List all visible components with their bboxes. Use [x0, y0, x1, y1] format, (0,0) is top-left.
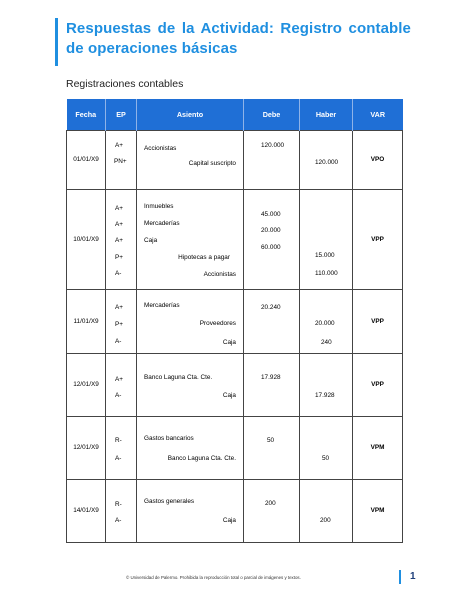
var-cell: VPM — [353, 479, 403, 542]
haber-cell — [300, 130, 353, 189]
account-credit: Hipotecas a pagar — [178, 253, 230, 261]
ep-value: A+ — [115, 220, 123, 228]
fecha-cell: 12/01/X9 — [67, 416, 106, 479]
account-credit: Banco Laguna Cta. Cte. — [167, 454, 236, 462]
asiento-cell — [137, 189, 244, 289]
ep-value: A+ — [115, 303, 123, 311]
ep-cell — [106, 189, 137, 289]
page-title: Respuestas de la Actividad: Registro contable de operaciones básicas — [66, 20, 411, 57]
debe-cell — [244, 353, 300, 416]
page-number: 1 — [410, 571, 416, 582]
debe-value: 60.000 — [261, 243, 281, 251]
haber-value: 15.000 — [315, 251, 335, 259]
column-header-ep: EP — [106, 99, 137, 130]
account-debit: Banco Laguna Cta. Cte. — [144, 373, 213, 381]
ep-value: A- — [115, 391, 122, 399]
debe-value: 120.000 — [261, 141, 285, 149]
page-number-accent-bar — [399, 570, 401, 584]
var-cell: VPM — [353, 416, 403, 479]
haber-value: 20.000 — [315, 319, 335, 327]
var-cell: VPO — [353, 130, 403, 189]
haber-value: 240 — [321, 338, 332, 346]
ep-value: A+ — [115, 141, 123, 149]
column-header-debe: Debe — [244, 99, 300, 130]
asiento-cell — [137, 353, 244, 416]
ep-value: P+ — [115, 320, 123, 328]
ep-value: A- — [115, 516, 122, 524]
ep-value: A- — [115, 454, 122, 462]
haber-cell — [300, 479, 353, 542]
ep-cell — [106, 416, 137, 479]
account-credit: Proveedores — [199, 319, 236, 327]
table-row — [67, 189, 403, 289]
fecha-cell: 14/01/X9 — [67, 479, 106, 542]
asiento-cell — [137, 289, 244, 353]
table-row — [67, 353, 403, 416]
ep-value: P+ — [115, 253, 123, 261]
column-header-asiento: Asiento — [137, 99, 244, 130]
account-debit: Accionistas — [144, 144, 177, 152]
ep-value: A- — [115, 337, 122, 345]
debe-value: 50 — [267, 436, 275, 444]
debe-value: 20.240 — [261, 303, 281, 311]
debe-cell — [244, 479, 300, 542]
section-subtitle: Registraciones contables — [66, 78, 184, 90]
account-credit: Caja — [222, 391, 236, 399]
haber-cell — [300, 353, 353, 416]
debe-cell — [244, 289, 300, 353]
fecha-cell: 12/01/X9 — [67, 353, 106, 416]
ep-value: A- — [115, 269, 122, 277]
account-credit: Caja — [222, 516, 236, 524]
haber-cell — [300, 189, 353, 289]
haber-value: 110.000 — [315, 269, 338, 277]
var-cell: VPP — [353, 353, 403, 416]
ep-value: A+ — [115, 204, 123, 212]
account-debit: Inmuebles — [144, 202, 174, 210]
haber-value: 17.928 — [315, 391, 335, 399]
debe-value: 45.000 — [261, 210, 281, 218]
haber-cell — [300, 416, 353, 479]
fecha-cell: 01/01/X9 — [67, 130, 106, 189]
account-debit: Mercaderías — [144, 301, 180, 309]
ep-value: A+ — [115, 375, 123, 383]
var-cell: VPP — [353, 289, 403, 353]
ep-value: PN+ — [114, 157, 127, 165]
haber-cell — [300, 289, 353, 353]
column-header-haber: Haber — [300, 99, 353, 130]
debe-cell — [244, 130, 300, 189]
debe-value: 20.000 — [261, 226, 281, 234]
debe-cell — [244, 189, 300, 289]
debe-value: 200 — [265, 499, 276, 507]
ep-value: A+ — [115, 236, 123, 244]
account-debit: Caja — [144, 236, 158, 244]
fecha-cell: 10/01/X9 — [67, 189, 106, 289]
title-accent-bar — [55, 18, 58, 66]
column-header-var: VAR — [353, 99, 403, 130]
account-credit: Capital suscripto — [188, 159, 236, 167]
copyright-notice: © Universidad de Palermo. Prohibida la reproducción total o parcial de imágenes y textos. — [126, 575, 301, 580]
account-credit: Caja — [222, 338, 236, 346]
debe-value: 17.928 — [261, 373, 281, 381]
haber-value: 120.000 — [315, 158, 339, 166]
table-row — [67, 289, 403, 353]
ep-cell — [106, 479, 137, 542]
haber-value: 50 — [322, 454, 330, 462]
fecha-cell: 11/01/X9 — [67, 289, 106, 353]
var-cell: VPP — [353, 189, 403, 289]
table-row — [67, 416, 403, 479]
ep-value: R- — [115, 436, 122, 444]
ep-cell — [106, 289, 137, 353]
column-header-fecha: Fecha — [67, 99, 106, 130]
account-credit: Accionistas — [203, 270, 236, 278]
table-row — [67, 479, 403, 542]
asiento-cell — [137, 416, 244, 479]
ep-cell — [106, 130, 137, 189]
table-header-row — [67, 99, 403, 130]
account-debit: Gastos generales — [144, 497, 195, 505]
ep-cell — [106, 353, 137, 416]
account-debit: Gastos bancarios — [144, 434, 194, 442]
debe-cell — [244, 416, 300, 479]
haber-value: 200 — [320, 516, 331, 524]
table-row — [67, 130, 403, 189]
asiento-cell — [137, 130, 244, 189]
ep-value: R- — [115, 500, 122, 508]
ledger-table — [66, 99, 403, 543]
account-debit: Mercaderías — [144, 219, 180, 227]
asiento-cell — [137, 479, 244, 542]
